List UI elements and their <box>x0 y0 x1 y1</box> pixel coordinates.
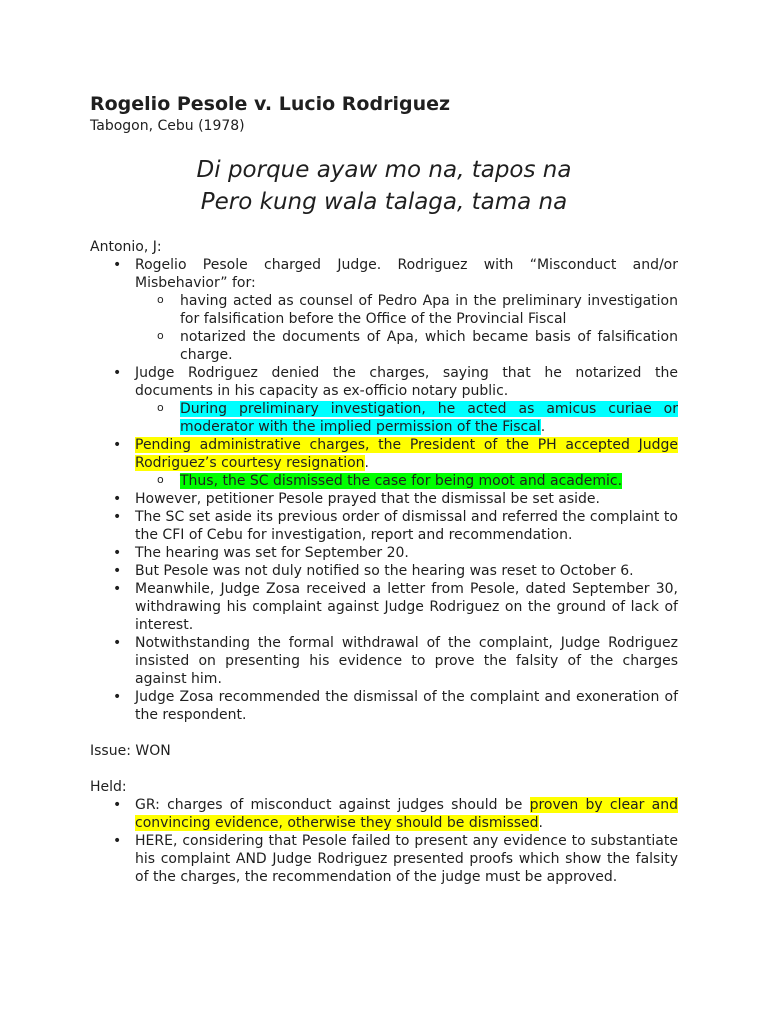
list-item: • Meanwhile, Judge Zosa received a letter from Pesole, dated September 30, withdrawing his complaint against Judge Rodriguez on the ground of lack of interest. <box>90 580 678 634</box>
list-item: • The SC set aside its previous order of dismissal and referred the complaint to the CFI of Cebu for investigation, report and recommendation. <box>90 508 678 544</box>
list-item <box>90 796 678 832</box>
fact-tail: . <box>364 455 369 471</box>
held-text: GR: charges of misconduct against judges should be <box>135 797 530 813</box>
list-item: • However, petitioner Pesole prayed that the dismissal be set aside. <box>90 490 678 508</box>
sub-list <box>135 292 678 364</box>
list-item: • But Pesole was not duly notified so the hearing was reset to October 6. <box>90 562 678 580</box>
case-title: Rogelio Pesole v. Lucio Rodriguez <box>90 93 451 115</box>
highlight-yellow: proven by clear and convincing evidence, otherwise they should be dismissed <box>135 797 679 831</box>
list-item: • Judge Zosa recommended the dismissal of the complaint and exoneration of the respondent. <box>90 688 678 724</box>
list-item: • HERE, considering that Pesole failed to present any evidence to substantiate his complaint AND Judge Rodriguez presented proofs which show the falsity of the charges, the recommendation of the judge must be approved. <box>90 832 678 886</box>
ponente: Antonio, J: <box>90 239 162 255</box>
motto-line-2: Pero kung wala talaga, tama na <box>200 189 568 215</box>
held-list <box>90 796 678 886</box>
highlight-cyan: During preliminary investigation, he acted as amicus curiae or moderator with the implied permission of the Fiscal <box>180 401 678 435</box>
held-label: Held: <box>90 779 127 795</box>
sub-list <box>135 472 678 490</box>
sub-item <box>135 472 678 490</box>
fact-text: Judge Rodriguez denied the charges, saying that he notarized the documents in his capacity as ex-officio notary public. <box>135 365 678 399</box>
motto <box>90 154 678 218</box>
sub-item: o notarized the documents of Apa, which became basis of falsification charge. <box>135 328 678 364</box>
highlight-green: Thus, the SC dismissed the case for being moot and academic. <box>180 473 623 489</box>
list-item <box>90 436 678 490</box>
issue-line: Issue: WON <box>90 743 171 759</box>
list-item: • The hearing was set for September 20. <box>90 544 678 562</box>
motto-line-1: Di porque ayaw mo na, tapos na <box>196 157 572 183</box>
list-item <box>90 364 678 436</box>
sub-list <box>135 400 678 436</box>
sub-item: o having acted as counsel of Pedro Apa in the preliminary investigation for falsification before the Office of the Provincial Fiscal <box>135 292 678 328</box>
document-page <box>90 92 678 886</box>
sub-item <box>135 400 678 436</box>
fact-text: Rogelio Pesole charged Judge. Rodriguez with “Misconduct and/or Misbehavior” for: <box>135 257 678 291</box>
case-subtitle: Tabogon, Cebu (1978) <box>90 118 245 134</box>
highlight-yellow: Pending administrative charges, the President of the PH accepted Judge Rodriguez’s courtesy resignation <box>135 437 678 471</box>
list-item: • Notwithstanding the formal withdrawal of the complaint, Judge Rodriguez insisted on presenting his evidence to prove the falsity of the charges against him. <box>90 634 678 688</box>
facts-list <box>90 256 678 724</box>
held-tail: . <box>538 815 543 831</box>
list-item <box>90 256 678 364</box>
sub-item-tail: . <box>540 419 546 435</box>
